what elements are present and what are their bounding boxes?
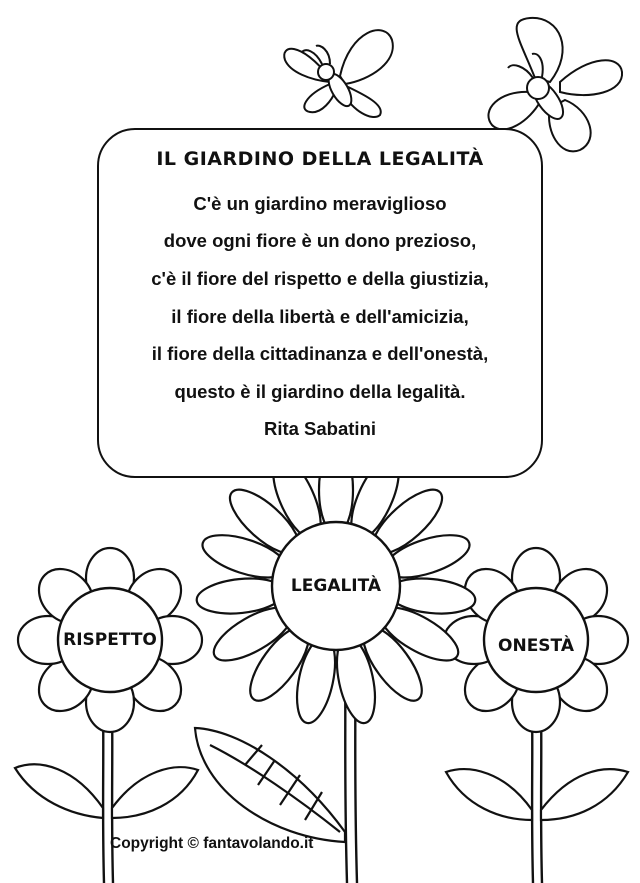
poem-line: questo è il giardino della legalità. — [174, 381, 466, 402]
poem-line: dove ogni fiore è un dono prezioso, — [163, 230, 477, 251]
poem-title: IL GIARDINO DELLA LEGALITÀ — [156, 148, 484, 170]
flower-label-rispetto: RISPETTO — [63, 630, 157, 650]
leaf-icon — [195, 728, 345, 842]
poem-line: C'è un giardino meraviglioso — [193, 193, 447, 214]
flower-label-legalita: LEGALITÀ — [290, 576, 382, 596]
butterfly-icon — [284, 30, 393, 117]
copyright-notice: Copyright © fantavolando.it — [110, 835, 314, 852]
poem-author: Rita Sabatini — [263, 418, 377, 439]
poem-line: il fiore della libertà e dell'amicizia, — [171, 306, 469, 327]
flower-label-onesta: ONESTÀ — [498, 636, 574, 656]
poem-line: il fiore della cittadinanza e dell'onestà, — [151, 343, 489, 364]
poem-line: c'è il fiore del rispetto e della giustizia, — [151, 268, 489, 289]
